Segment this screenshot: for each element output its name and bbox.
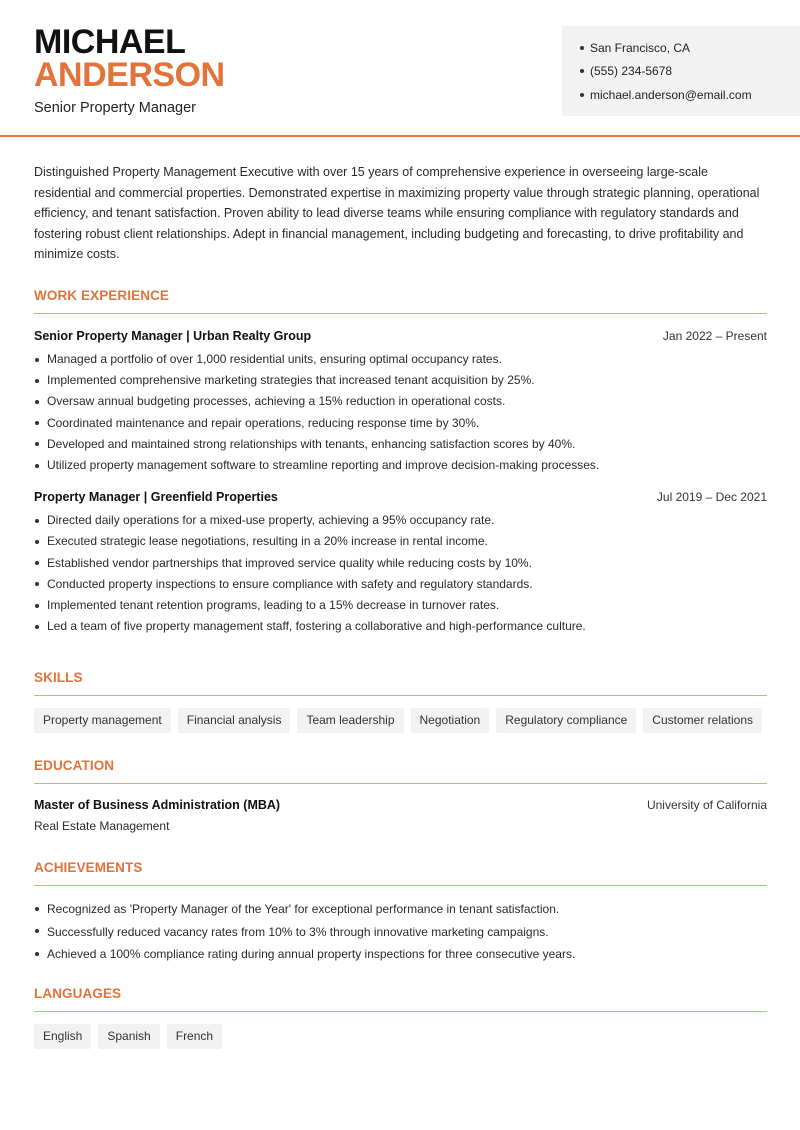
last-name: ANDERSON <box>34 56 225 94</box>
list-item: Established vendor partnerships that improved service quality while reducing costs by 10%. <box>34 553 767 574</box>
list-item: Achieved a 100% compliance rating during annual property inspections for three consecutive years. <box>34 943 767 966</box>
skill-chip: Regulatory compliance <box>496 708 636 733</box>
job-header <box>34 490 767 504</box>
list-item: Recognized as 'Property Manager of the Year' for exceptional performance in tenant satisfaction. <box>34 898 767 921</box>
list-item: Utilized property management software to streamline reporting and improve decision-making processes. <box>34 455 767 476</box>
summary: Distinguished Property Management Executive with over 15 years of comprehensive experience in overseeing large-scale residential and commercial properties. Demonstrated expertise in maximizing property value through strategic planning, operational efficiency, and tenant satisfaction. Proven ability to lead diverse teams while ensuring compliance with regulatory standards and fostering robust client relationships. Adept in financial management, including budgeting and forecasting, to drive profitability and minimize costs. <box>34 165 760 262</box>
work-experience-section <box>34 288 767 637</box>
list-item: Managed a portfolio of over 1,000 residential units, ensuring optimal occupancy rates. <box>34 349 767 370</box>
education-header <box>34 798 767 812</box>
skill-chip: Team leadership <box>297 708 403 733</box>
bullet-icon <box>580 69 584 73</box>
list-item: Coordinated maintenance and repair operations, reducing response time by 30%. <box>34 413 767 434</box>
list-item: Executed strategic lease negotiations, resulting in a 20% increase in rental income. <box>34 531 767 552</box>
job-bullets <box>34 510 767 637</box>
list-item: Developed and maintained strong relationships with tenants, enhancing satisfaction scores by 40%. <box>34 434 767 455</box>
skill-chip: Property management <box>34 708 171 733</box>
languages-section <box>34 986 767 1049</box>
resume-header <box>0 0 800 137</box>
job-dates: Jul 2019 – Dec 2021 <box>656 490 767 505</box>
job-bullets <box>34 349 767 476</box>
education-entry <box>34 798 767 833</box>
language-chip: Spanish <box>98 1024 159 1049</box>
languages-list <box>34 1024 767 1049</box>
contact-email[interactable] <box>580 83 800 107</box>
list-item: Successfully reduced vacancy rates from 10% to 3% through innovative marketing campaigns. <box>34 921 767 944</box>
job-entry <box>34 490 767 637</box>
achievements-list <box>34 898 767 966</box>
section-title-achievements: ACHIEVEMENTS <box>34 860 767 886</box>
bullet-icon <box>580 93 584 97</box>
skill-chip: Negotiation <box>411 708 490 733</box>
contact-phone <box>580 60 800 84</box>
job-header <box>34 329 767 343</box>
field-of-study: Real Estate Management <box>34 819 170 833</box>
degree: Master of Business Administration (MBA) <box>34 798 281 812</box>
language-chip: English <box>34 1024 91 1049</box>
first-name: MICHAEL <box>34 23 186 61</box>
phone-text: (555) 234-5678 <box>590 64 673 79</box>
list-item: Led a team of five property management staff, fostering a collaborative and high-performance culture. <box>34 616 767 637</box>
section-title-work: WORK EXPERIENCE <box>34 288 767 314</box>
section-title-languages: LANGUAGES <box>34 986 767 1012</box>
skill-chip: Financial analysis <box>178 708 291 733</box>
list-item: Oversaw annual budgeting processes, achieving a 15% reduction in operational costs. <box>34 391 767 412</box>
list-item: Implemented comprehensive marketing strategies that increased tenant acquisition by 25%. <box>34 370 767 391</box>
location-text: San Francisco, CA <box>590 40 691 55</box>
job-dates: Jan 2022 – Present <box>662 329 767 343</box>
list-item: Conducted property inspections to ensure compliance with safety and regulatory standards. <box>34 574 767 595</box>
skill-chip: Customer relations <box>643 708 762 733</box>
email-link[interactable]: michael.anderson@email.com <box>590 87 752 102</box>
achievements-section <box>34 860 767 966</box>
language-chip: French <box>167 1024 222 1049</box>
contact-location <box>580 36 800 60</box>
school: University of California <box>646 798 767 812</box>
contact-box <box>562 26 800 116</box>
skills-section <box>34 670 767 733</box>
list-item: Implemented tenant retention programs, leading to a 15% decrease in turnover rates. <box>34 595 767 616</box>
skills-list <box>34 708 767 733</box>
bullet-icon <box>580 46 584 50</box>
section-title-skills: SKILLS <box>34 670 767 696</box>
job-title: Property Manager | Greenfield Properties <box>34 490 278 505</box>
list-item: Directed daily operations for a mixed-use property, achieving a 95% occupancy rate. <box>34 510 767 531</box>
education-section <box>34 758 767 833</box>
job-entry <box>34 329 767 476</box>
job-title: Senior Property Manager <box>34 100 196 116</box>
resume-body <box>34 162 767 1043</box>
job-title: Senior Property Manager | Urban Realty Group <box>34 329 312 343</box>
section-title-education: EDUCATION <box>34 758 767 784</box>
